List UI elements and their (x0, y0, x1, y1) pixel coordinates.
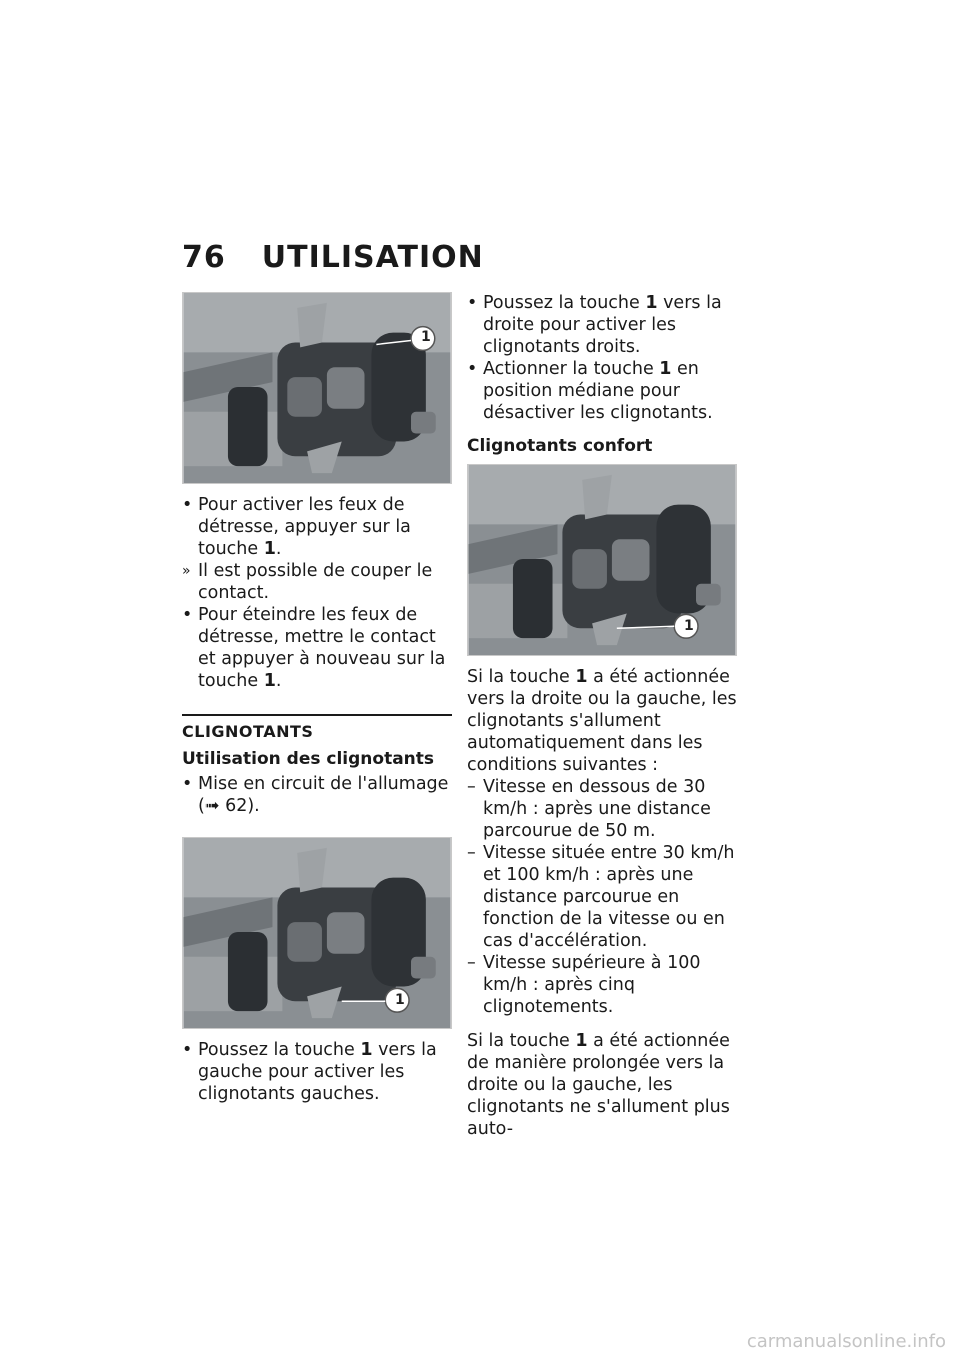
callout-1: 1 (421, 329, 431, 345)
text-run: Mise en circuit de l'allumage ( (198, 774, 449, 816)
hazard-instructions (182, 494, 452, 692)
text-run: Poussez la touche (198, 1040, 361, 1060)
right-column (467, 292, 737, 1140)
bullet-icon: • (467, 359, 478, 379)
key-reference: 1 (575, 1031, 588, 1051)
key-reference: 1 (263, 539, 276, 559)
condition-text: Vitesse supérieure à 100 km/h : après cinq clignotements. (483, 953, 701, 1017)
condition-item (467, 842, 737, 952)
subhead-utilisation: Utilisation des clignotants (182, 749, 435, 769)
list-item (182, 494, 452, 560)
text-run: Il est possible de couper le contact. (198, 561, 433, 603)
key-reference: 1 (360, 1040, 373, 1060)
text-run: Si la touche (467, 667, 576, 687)
text-run: a été actionnée vers la droite ou la gauche, les clignotants s'allument automatiquement dans les conditions suivantes : (467, 667, 737, 775)
text-run: en position médiane pour désactiver les clignotants. (483, 359, 713, 423)
condition-item (467, 952, 737, 1018)
key-reference: 1 (263, 671, 276, 691)
list-item (182, 1039, 452, 1105)
dash-marker-icon: – (467, 843, 476, 863)
list-item (182, 560, 452, 604)
text-run: Pour éteindre les feux de détresse, mettre le contact et appuyer à nouveau sur la touche (198, 605, 446, 691)
condition-text: Vitesse en dessous de 30 km/h : après une distance parcourue de 50 m. (483, 777, 711, 841)
section-title: CLIGNOTANTS (182, 714, 452, 741)
condition-item (467, 776, 737, 842)
text-run: Pour activer les feux de détresse, appuyer sur la touche (198, 495, 411, 559)
handlebar-switch-illustration (183, 293, 451, 483)
watermark: carmanualsonline.info (746, 1331, 946, 1352)
speed-conditions (467, 776, 737, 1018)
text-run: 62). (219, 796, 260, 816)
callout-1: 1 (395, 992, 405, 1008)
handlebar-switch-photo-confort (467, 464, 737, 656)
text-run: vers la gauche pour activer les clignotants gauches. (198, 1040, 437, 1104)
bullet-icon: • (182, 774, 193, 794)
result-marker-icon: » (182, 563, 191, 579)
bullet-icon: • (182, 495, 193, 515)
page-title: UTILISATION (261, 240, 484, 275)
handlebar-switch-photo-hazard (182, 292, 452, 484)
text-run: vers la droite pour activer les clignotants droits. (483, 293, 722, 357)
text-run: Poussez la touche (483, 293, 646, 313)
list-item (467, 358, 737, 424)
handlebar-switch-illustration (183, 838, 451, 1028)
list-item (467, 292, 737, 358)
text-run: Si la touche (467, 1031, 576, 1051)
turn-signal-instructions (467, 292, 737, 424)
subhead-confort: Clignotants confort (467, 436, 653, 456)
handlebar-switch-illustration (468, 465, 736, 655)
dash-marker-icon: – (467, 777, 476, 797)
text-run: Actionner la touche (483, 359, 660, 379)
condition-text: Vitesse située entre 30 km/h et 100 km/h : après une distance parcourue en fonction de la vitesse ou en cas d'accélération. (483, 843, 735, 951)
callout-1: 1 (684, 618, 694, 634)
list-item (182, 604, 452, 692)
text-run: a été actionnée de manière prolongée vers la droite ou la gauche, les clignotants ne s'allument plus auto- (467, 1031, 730, 1139)
confort-prolonged-paragraph (467, 1030, 737, 1140)
page-header (182, 240, 484, 275)
bullet-icon: • (467, 293, 478, 313)
page-ref-arrow-icon: ➟ (204, 796, 220, 816)
list-item (182, 773, 452, 817)
text-run: . (275, 539, 282, 559)
bullet-icon: • (182, 605, 193, 625)
key-reference: 1 (659, 359, 672, 379)
key-reference: 1 (575, 667, 588, 687)
confort-intro-paragraph (467, 666, 737, 776)
ignition-instruction (182, 773, 452, 817)
bullet-icon: • (182, 1040, 193, 1060)
dash-marker-icon: – (467, 953, 476, 973)
page-number: 76 (182, 240, 226, 275)
handlebar-switch-photo-left (182, 837, 452, 1029)
text-run: . (275, 671, 282, 691)
key-reference: 1 (645, 293, 658, 313)
left-column (182, 292, 452, 1105)
left-turn-instruction (182, 1039, 452, 1105)
